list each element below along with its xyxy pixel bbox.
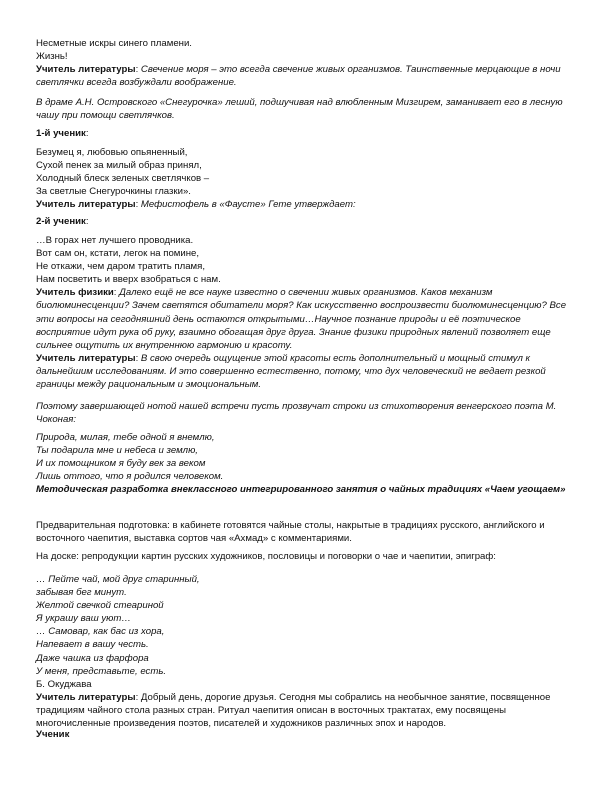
text-line: Жизнь! (36, 51, 68, 63)
epigraph-line: … Пейте чай, мой друг старинный, (36, 574, 200, 585)
poem-line: За светлые Снегурочкины глазки». (36, 186, 191, 198)
remark-text: В свою очередь ощущение этой красоты есть дополнительный и мощный стимул к дальнейшим исследованиям. И это совершенно естественно, потому, что дух человеческий не ведает резкой границы между рациональным и эмоциональным. (36, 353, 546, 391)
poem-2 (36, 234, 576, 352)
poem-line: Вот сам он, кстати, легок на помине, (36, 248, 200, 260)
epigraph-line: … Самовар, как бас из хора, (36, 626, 165, 638)
remark-text: Мефистофель в «Фаусте» Гете утверждает: (140, 199, 356, 211)
student-2-label: 2-й ученик: (36, 216, 89, 227)
poem-line: Безумец я, любовью опьяненный, (36, 147, 188, 158)
remark-text: Добрый день, дорогие друзья. Сегодня мы собрались на необычное занятие, посвященное традициям чайного стола разных стран. Ритуал чаепития описан в восточных трактатах, ему посвящены многочисленные произведения поэтов, писателей и художников различных эпох и народов. (36, 691, 551, 730)
epigraph-line: У меня, представьте, есть. (36, 665, 167, 677)
paragraph-preparation: Предварительная подготовка: в кабинете готовятся чайные столы, накрытые в традициях русского, английского и восточного чаепития, выставка сортов чая «Ахмад» с комментариями. (36, 520, 545, 545)
poem-line: Лишь оттого, что я родился человеком. (36, 471, 224, 483)
text-line: Несметные искры синего пламени. (36, 38, 192, 49)
paragraph-board: На доске: репродукции картин русских художников, пословицы и поговорки о чае и чаепитии, эпиграф: (36, 551, 496, 562)
poem-line: Не откажи, чем даром тратить пламя, (36, 261, 206, 273)
student-1-label: 1-й ученик: (36, 128, 89, 139)
paragraph-chokonai: Поэтому завершающей нотой нашей встречи пусть прозвучат строки из стихотворения венгерского поэта М. Чоконая: (36, 401, 557, 426)
poem-line: Природа, милая, тебе одной я внемлю, (36, 432, 215, 443)
poem-line: Ты подарила мне и небеса и землю, (36, 445, 198, 457)
speaker-remark: Учитель литературы: Мефистофель в «Фаусте» Гете утверждает: (36, 199, 356, 211)
speaker-name: Учитель литературы (36, 353, 136, 364)
poem-1 (36, 146, 576, 211)
poem-3 (36, 431, 576, 483)
student-3-label: Ученик (36, 729, 70, 740)
epigraph (36, 573, 576, 730)
speaker-remark: Учитель литературы: Свечение моря – это всегда свечение живых организмов. Таинственные мерцающие в ночи светлячки всегда возбуждали воображение. (36, 64, 561, 89)
epigraph-line: Напевает в вашу честь. (36, 639, 149, 651)
section-heading: Методическая разработка внеклассного интегрированного занятия о чайных традициях «Чаем угощаем» (36, 484, 566, 495)
epigraph-line: Даже чашка из фарфора (36, 652, 149, 664)
poem-line: Сухой пенек за милый образ принял, (36, 160, 202, 172)
student-label-text: 2-й ученик (36, 216, 86, 227)
student-label-text: 1-й ученик (36, 128, 86, 139)
remark-text: Свечение моря – это всегда свечение живых организмов. Таинственные мерцающие в ночи светлячки всегда возбуждали воображение. (36, 64, 561, 89)
epigraph-line: Я украшу ваш уют… (36, 613, 131, 625)
poem-line: И их помощником я буду век за веком (36, 458, 206, 470)
poem-line: Холодный блеск зеленых светлячков – (36, 173, 210, 185)
speaker-name: Учитель физики (36, 287, 114, 299)
paragraph-ostrovsky: В драме А.Н. Островского «Снегурочка» леший, подшучивая над влюбленным Мизгирем, заманивает его в лесную чашу при помощи светлячков. (36, 97, 563, 122)
speaker-name: Учитель литературы (36, 691, 136, 703)
speaker-remark: Учитель физики: Далеко ещё не все науке известно о свечении живых организмов. Каков механизм биолюминесценции? Зачем светятся обитатели моря? Как искусственно воспроизвести биолюминесценцию? Все эти вопросы на сегодняшний день остаются открытыми…Научное познание природы и её поэтическое восприятие идут рука об руку, взаимно обогащая друг друга. Знание физики природных явлений позволяет еще сильнее ощутить их внутреннюю гармонию и красоту. (36, 287, 567, 351)
epigraph-line: Желтой свечкой стеариной (36, 600, 164, 612)
poem-line: Нам посветить и вверх взобраться с нам. (36, 274, 221, 286)
speaker-remark: Учитель литературы: В свою очередь ощущение этой красоты есть дополнительный и мощный стимул к дальнейшим исследованиям. И это совершенно естественно, потому, что дух человеческий не ведает резкой границы между рациональным и эмоциональным. (36, 353, 546, 391)
intro-block (36, 37, 576, 89)
speaker-remark: Учитель литературы: Добрый день, дорогие друзья. Сегодня мы собрались на необычное занятие, посвященное традициям чайного стола разных стран. Ритуал чаепития описан в восточных трактатах, ему посвящены многочисленные произведения поэтов, писателей и художников различных эпох и народов. (36, 691, 551, 730)
speaker-name: Учитель литературы (36, 64, 136, 76)
remark-text: Далеко ещё не все науке известно о свечении живых организмов. Каков механизм биолюминесценции? Зачем светятся обитатели моря? Как искусственно воспроизвести биолюминесценцию? Все эти вопросы на сегодняшний день остаются открытыми…Научное познание природы и её поэтическое восприятие идут рука об руку, взаимно обогащая друг друга. Знание физики природных явлений позволяет еще сильнее ощутить их внутреннюю гармонию и красоту. (36, 287, 567, 351)
epigraph-line: забывая бег минут. (36, 587, 127, 599)
epigraph-author: Б. Окуджава (36, 678, 92, 690)
speaker-name: Учитель литературы (36, 199, 136, 211)
poem-line: …В горах нет лучшего проводника. (36, 235, 194, 246)
